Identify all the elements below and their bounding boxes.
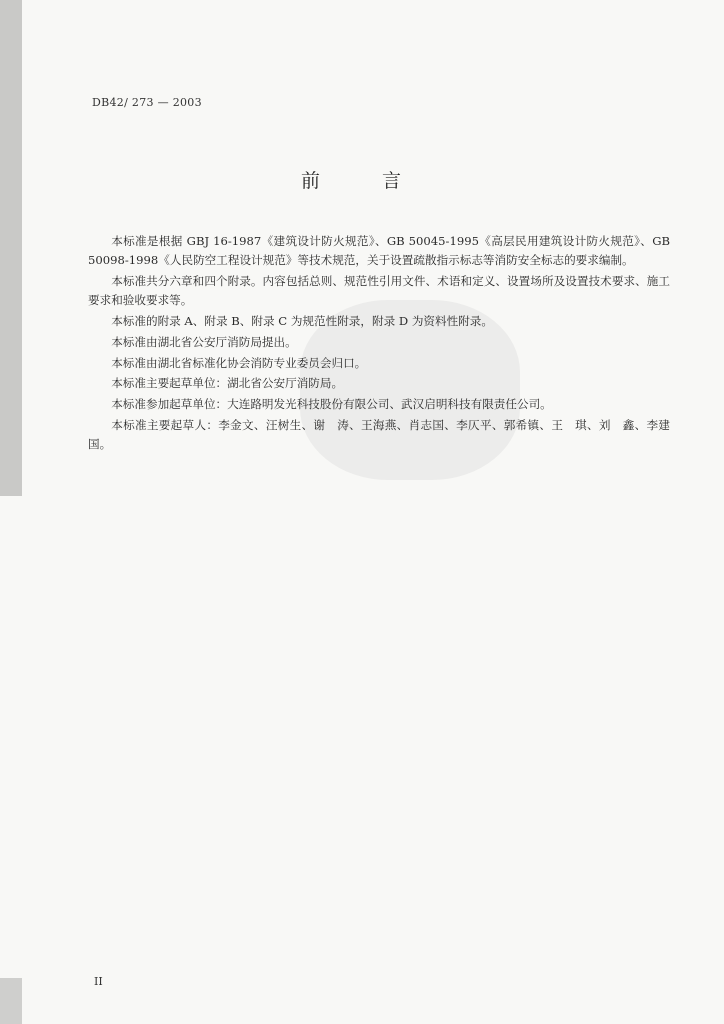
paragraph: 本标准主要起草人：李金文、汪树生、谢 涛、王海燕、肖志国、李仄平、郭希镇、王 琪、刘 鑫、李建国。 bbox=[88, 417, 670, 452]
page-number: II bbox=[94, 975, 103, 988]
page-title: 前言 bbox=[300, 170, 463, 192]
scan-edge-shadow-bottom bbox=[0, 978, 22, 1024]
paragraph: 本标准参加起草单位：大连路明发光科技股份有限公司、武汉启明科技有限责任公司。 bbox=[111, 397, 552, 412]
paragraph: 本标准的附录 A、附录 B、附录 C 为规范性附录，附录 D 为资料性附录。 bbox=[111, 314, 493, 328]
paragraph: 本标准是根据 GBJ 16-1987《建筑设计防火规范》、GB 50045-1995《高层民用建筑设计防火规范》、GB 50098-1998《人民防空工程设计规范》等技术规范，关于设置疏散指示标志等消防安全标志的要求编制。 bbox=[88, 234, 670, 268]
paragraph: 本标准主要起草单位：湖北省公安厅消防局。 bbox=[111, 376, 344, 391]
paragraph: 本标准由湖北省标准化协会消防专业委员会归口。 bbox=[111, 355, 367, 370]
preface-body bbox=[88, 232, 670, 454]
standard-code: DB42/ 273 — 2003 bbox=[92, 96, 202, 109]
scan-edge-shadow-top bbox=[0, 0, 22, 496]
paragraph: 本标准共分六章和四个附录。内容包括总则、规范性引用文件、术语和定义、设置场所及设置技术要求、施工要求和验收要求等。 bbox=[88, 274, 670, 308]
paragraph: 本标准由湖北省公安厅消防局提出。 bbox=[111, 334, 297, 349]
